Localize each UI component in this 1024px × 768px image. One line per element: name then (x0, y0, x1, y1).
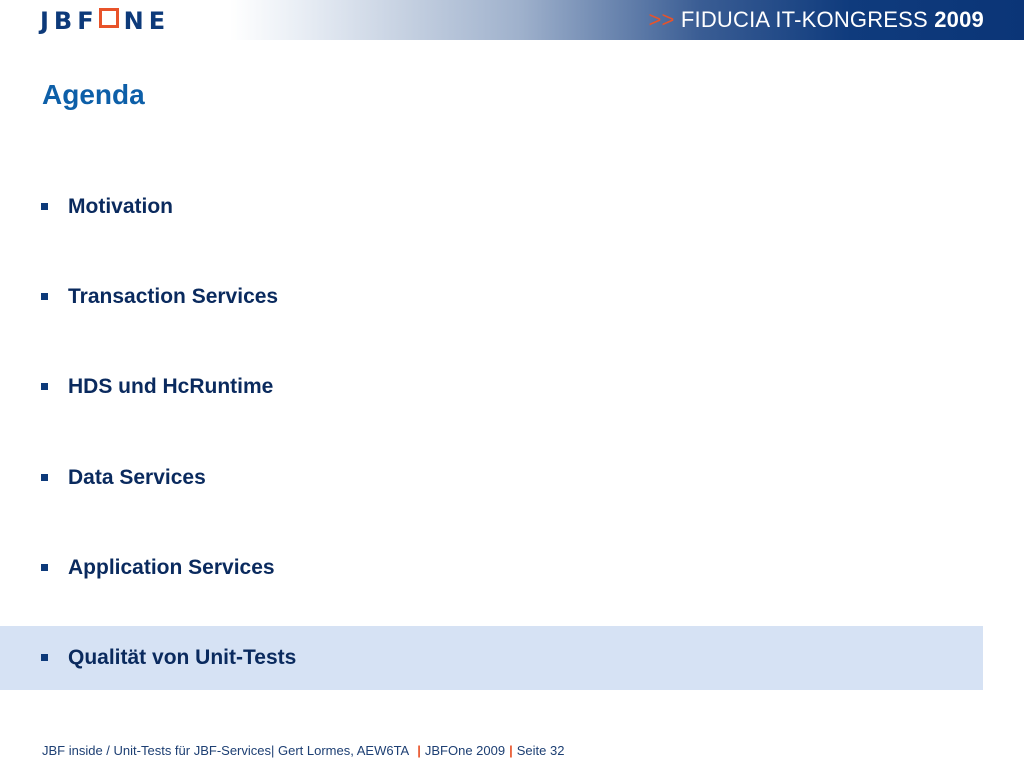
banner-arrows: >> (648, 7, 675, 32)
bullet-icon (41, 474, 48, 481)
bullet-icon (41, 654, 48, 661)
bullet-icon (41, 203, 48, 210)
bullet-icon (41, 293, 48, 300)
footer-event: JBFOne 2009 (424, 743, 506, 758)
agenda-item-label: Motivation (68, 195, 173, 218)
agenda-item-hds-hcruntime (0, 355, 983, 419)
banner-year: 2009 (934, 7, 984, 32)
agenda-item-label: Data Services (68, 466, 206, 489)
agenda-item-transaction-services (0, 265, 983, 329)
footer-separator: | (509, 743, 513, 758)
jbfone-logo: JBF NE (40, 7, 171, 35)
bullet-icon (41, 383, 48, 390)
agenda-item-label: Qualität von Unit-Tests (68, 646, 297, 669)
slide-footer (42, 743, 564, 759)
agenda-item-application-services (0, 536, 983, 600)
agenda-item-label: Application Services (68, 556, 275, 579)
bullet-icon (41, 564, 48, 571)
agenda-item-data-services (0, 446, 983, 510)
agenda-item-label: HDS und HcRuntime (68, 375, 274, 398)
banner-name: FIDUCIA IT-KONGRESS (680, 7, 928, 32)
slide-title: Agenda (42, 79, 145, 110)
footer-page-number: Seite 32 (516, 743, 565, 758)
agenda-item-label: Transaction Services (68, 285, 279, 308)
agenda-item-unit-tests-highlighted (0, 626, 983, 690)
footer-presentation: JBF inside / Unit-Tests für JBF-Services| Gert Lormes, AEW6TA (42, 743, 410, 758)
agenda-item-motivation (0, 175, 983, 239)
footer-separator: | (417, 743, 421, 758)
